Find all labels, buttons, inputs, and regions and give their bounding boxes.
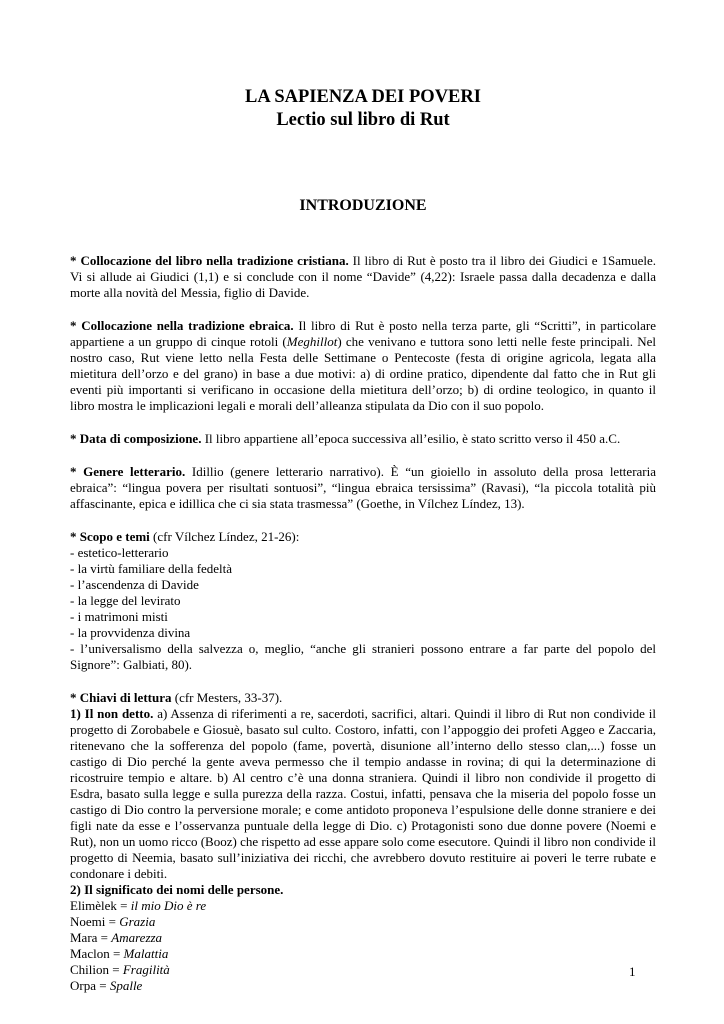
list-item: Chilion = Fragilità (70, 962, 170, 977)
paragraph-genre (70, 464, 656, 512)
paragraph-label: * Collocazione nella tradizione ebraica. (70, 318, 294, 333)
document-subtitle: Lectio sul libro di Rut (276, 110, 450, 130)
paragraph-text: Il libro di Rut è posto tra il libro dei Giudici e 1Samuele. Vi si allude ai Giudici (1,1) e si conclude con il nome “Davide” (4,22): Israele passa dalla decadenza e dalla morte alla novità del Messia, figlio di Davide. (70, 253, 656, 300)
paragraph-text: (cfr Mesters, 33-37). (171, 690, 283, 705)
paragraph-label: * Collocazione del libro nella tradizione cristiana. (70, 253, 349, 268)
paragraph-label: 1) Il non detto. (70, 706, 154, 721)
italic-term: Meghillot (286, 334, 338, 349)
list-item: - la virtù familiare della fedeltà (70, 561, 233, 576)
paragraph-label: * Chiavi di lettura (70, 690, 172, 705)
paragraph-label: 2) Il significato dei nomi delle persone. (70, 882, 284, 897)
paragraph-date (70, 431, 656, 447)
paragraph-text: Idillio (genere letterario narrativo). È “un gioiello in assoluto della prosa letteraria ebraica”: “lingua povera per risultati sontuosi”, “lingua ebraica tersissima” (Ravasi), “la piccola totalità più affascinante, epica e idillica che ci sia stata trasmessa” (Goethe, in Vílchez Líndez, 13). (70, 464, 657, 511)
list-item: Orpa = Spalle (70, 978, 143, 993)
document-page (70, 86, 656, 994)
themes-list (70, 545, 656, 673)
list-item: - i matrimoni misti (70, 609, 168, 624)
list-item: Noemi = Grazia (70, 914, 156, 929)
paragraph-label: * Scopo e temi (70, 529, 150, 544)
paragraph-text: Il libro di Rut è posto nella terza parte, gli “Scritti”, in particolare appartiene a un gruppo di cinque rotoli ( (70, 318, 656, 349)
list-item: Elimèlek = il mio Dio è re (70, 898, 207, 913)
page-number: 1 (629, 964, 636, 979)
paragraph-text: (cfr Vílchez Líndez, 21-26): (149, 529, 300, 544)
paragraph-jewish-tradition (70, 318, 656, 414)
paragraph-text: Il libro appartiene all’epoca successiva all’esilio, è stato scritto verso il 450 a.C. (201, 431, 621, 446)
list-item: - l’universalismo della salvezza o, meglio, “anche gli stranieri possono entrare a far parte del popolo del Signore”: Galbiati, 80). (70, 641, 656, 672)
list-item: - la provvidenza divina (70, 625, 191, 640)
paragraph-unsaid (70, 706, 656, 882)
paragraph-label: * Genere letterario. (70, 464, 186, 479)
list-item: - estetico-letterario (70, 545, 169, 560)
paragraph-label: * Data di composizione. (70, 431, 202, 446)
list-item: Mara = Amarezza (70, 930, 163, 945)
paragraph-text: a) Assenza di riferimenti a re, sacerdoti, sacrifici, altari. Quindi il libro di Rut non condivide il progetto di Zorobabele e Giosuè, basato sul culto. Costoro, infatti, con l’appoggio dei profeti Aggeo e Zaccaria, ritenevano che la sofferenza del popolo (fame, povertà, disunione all’interno dello stesso clan,...) fosse un castigo di Dio perché la gente aveva permesso che il tempio andasse in rovina; di qui la determinazione di ricostruire tempio e altare. b) Al centro c’è una donna straniera. Quindi il libro non condivide il progetto di Esdra, basato sulla legge e sulla purezza della razza. Costui, infatti, pensava che la miseria del popolo fosse un castigo di Dio contro la perversione morale; e come antidoto proponeva l’espulsione delle donne straniere e dei figli nate da esse e l’osservanza puntuale della legge di Dio. c) Protagonisti sono due donne povere (Noemi e Rut), non un uomo ricco (Booz) che rispetto ad esse appare solo come esecutore. Quindi il libro non condivide il progetto di Neemia, basato sull’iniziativa dei ricchi, che avrebbero dovuto restituire ai poveri le terre rubate e condonare i debiti. (70, 706, 656, 881)
paragraph-themes (70, 529, 656, 545)
list-item: - l’ascendenza di Davide (70, 577, 199, 592)
paragraph-names-heading (70, 882, 656, 898)
names-list (70, 898, 656, 994)
list-item: Maclon = Malattia (70, 946, 169, 961)
section-title: INTRODUZIONE (299, 197, 427, 214)
paragraph-christian-tradition (70, 253, 656, 301)
paragraph-reading-keys (70, 690, 656, 706)
paragraph-text: ) che venivano e tuttora sono letti nelle feste principali. Nel nostro caso, Rut viene letto nella Festa delle Settimane o Pentecoste (festa di origine agricola, legata alla mietitura dell’orzo e del grano) in base a due motivi: a) di ordine pratico, dipendente dal fatto che in Rut gli eventi più importanti si verificano in occasione della mietitura dell’orzo; b) di ordine teologico, in quanto il libro mostra le implicazioni legali e morali dell’alleanza stipulata da Dio con il suo popolo. (70, 334, 656, 413)
list-item: - la legge del levirato (70, 593, 181, 608)
document-title: LA SAPIENZA DEI POVERI (245, 87, 481, 107)
